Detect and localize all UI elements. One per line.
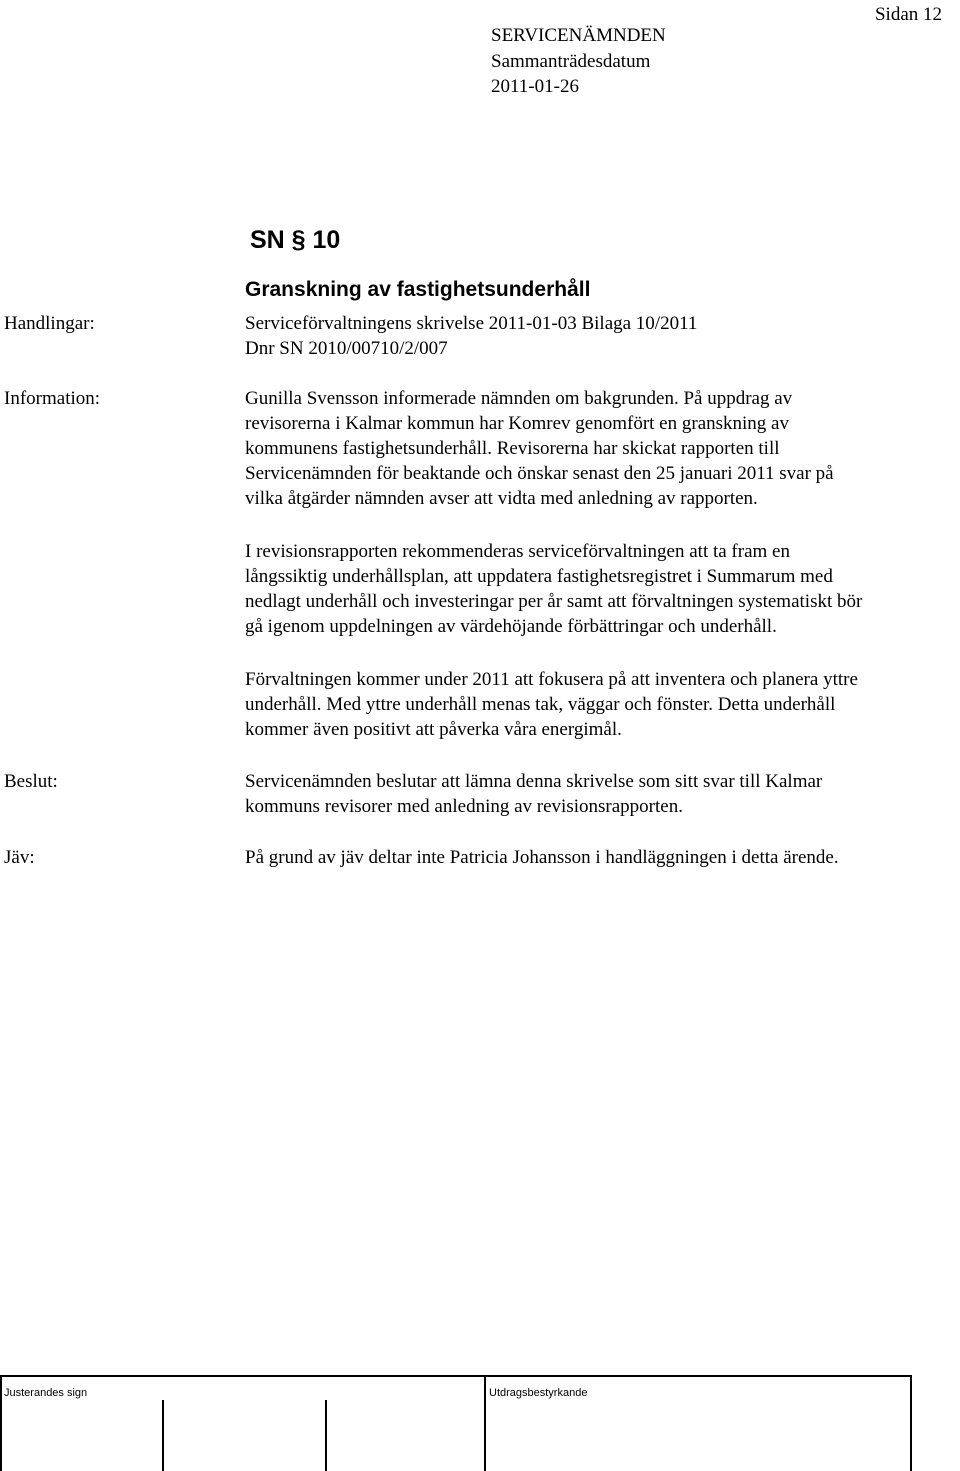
information-paragraph-3 [245, 667, 858, 742]
information-paragraph-2 [245, 539, 862, 639]
handlingar-line: Serviceförvaltningens skrivelse 2011-01-03 Bilaga 10/2011 [245, 313, 698, 334]
page-number: Sidan 12 [874, 4, 942, 25]
header-date: 2011-01-26 [491, 76, 579, 97]
information-paragraph-1 [245, 386, 834, 511]
beslut-label: Beslut: [4, 771, 58, 792]
section-number: SN § 10 [250, 226, 341, 254]
signature-divider [0, 1375, 2, 1471]
jav-label: Jäv: [4, 847, 35, 868]
paragraph-line: underhåll. Med yttre underhåll menas tak, väggar och fönster. Detta underhåll [245, 694, 836, 715]
header-meeting-label: Sammanträdesdatum [491, 51, 651, 72]
paragraph-line: vilka åtgärder nämnden avser att vidta med anledning av rapporten. [245, 488, 758, 509]
signature-divider [325, 1400, 327, 1471]
paragraph-line: gå igenom uppdelningen av värdehöjande förbättringar och underhåll. [245, 616, 777, 637]
paragraph-line: revisorerna i Kalmar kommun har Komrev genomfört en granskning av [245, 413, 789, 434]
paragraph-line: Gunilla Svensson informerade nämnden om bakgrunden. På uppdrag av [245, 388, 793, 409]
paragraph-line: kommunens fastighetsunderhåll. Revisorerna har skickat rapporten till [245, 438, 780, 459]
paragraph-line: Förvaltningen kommer under 2011 att fokusera på att inventera och planera yttre [245, 669, 858, 690]
jav-text: På grund av jäv deltar inte Patricia Johansson i handläggningen i detta ärende. [245, 847, 839, 868]
paragraph-line: kommer även positivt att påverka våra energimål. [245, 719, 622, 740]
utdragsbestyrkande-label: Utdragsbestyrkande [489, 1387, 588, 1399]
paragraph-line: Servicenämnden för beaktande och önskar senast den 25 januari 2011 svar på [245, 463, 834, 484]
signature-divider [162, 1400, 164, 1471]
section-title: Granskning av fastighetsunderhåll [245, 278, 591, 301]
beslut-text [245, 769, 822, 819]
paragraph-line: nedlagt underhåll och investeringar per år samt att förvaltningen systematiskt bör [245, 591, 863, 612]
signature-divider [484, 1375, 486, 1471]
justerandes-sign-label: Justerandes sign [4, 1387, 88, 1399]
paragraph-line: Servicenämnden beslutar att lämna denna skrivelse som sitt svar till Kalmar [245, 771, 823, 792]
paragraph-line: I revisionsrapporten rekommenderas serviceförvaltningen att ta fram en [245, 541, 790, 562]
information-label: Information: [4, 388, 101, 409]
paragraph-line: långssiktig underhållsplan, att uppdatera fastighetsregistret i Summarum med [245, 566, 833, 587]
signature-top-rule [0, 1375, 912, 1377]
handlingar-line: Dnr SN 2010/00710/2/007 [245, 338, 448, 359]
paragraph-line: kommuns revisorer med anledning av revisionsrapporten. [245, 796, 683, 817]
header-org: SERVICENÄMNDEN [491, 25, 666, 46]
signature-divider [910, 1375, 912, 1471]
handlingar-label: Handlingar: [4, 313, 95, 334]
